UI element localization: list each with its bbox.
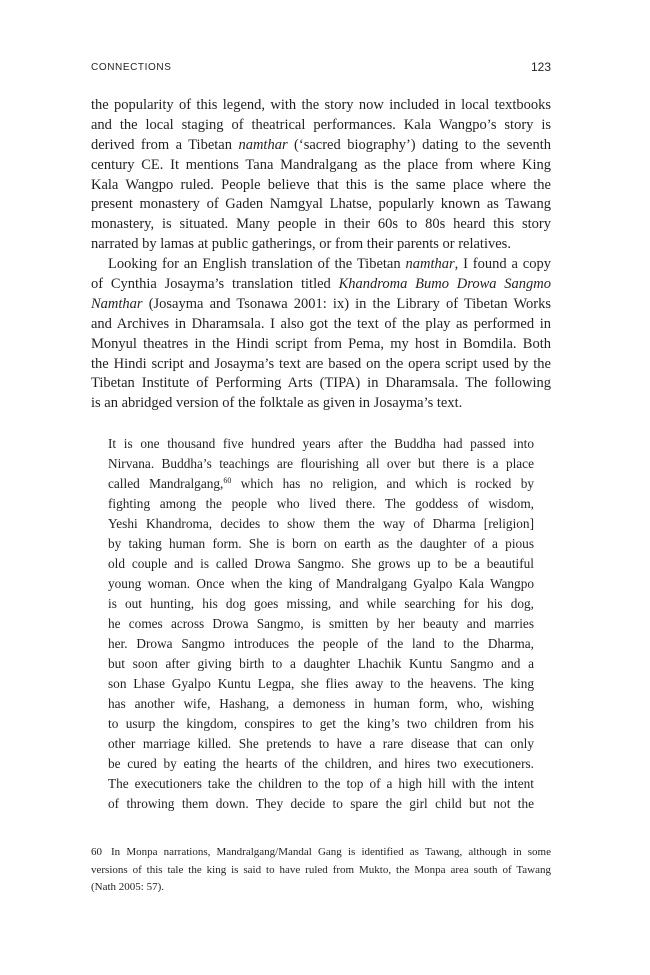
text-line: the Hindi script and Josayma’s text are based on the opera script used by the [91, 355, 551, 372]
text-line: is an abridged version of the folktale as given in Josayma’s text. [91, 395, 463, 412]
italic-title: Namthar [91, 295, 143, 312]
text-line: of Cynthia Josayma’s translation titled Khandroma Bumo Drowa Sangmo [91, 276, 552, 293]
text-line: young woman. Once when the king of Mandralgang Gyalpo Kala Wangpo [108, 576, 534, 591]
text-line: century CE. It mentions Tana Mandralgang as the place from where King [91, 156, 551, 173]
paragraph-1 [91, 96, 551, 255]
text-line: Yeshi Khandroma, decides to show them the way of Dharma [religion] [108, 516, 534, 531]
text-line: It is one thousand five hundred years after the Buddha had passed into [108, 436, 534, 451]
text-line: be cured by eating the hearts of the children, and hires two executioners. [108, 756, 534, 771]
footnote-reference[interactable]: 60 [223, 476, 232, 485]
text-line: derived from a Tibetan namthar (‘sacred biography’) dating to the seventh [91, 136, 551, 153]
text-line: but soon after giving birth to a daughter Lhachik Kuntu Sangmo and a [108, 656, 534, 671]
text-line: narrated by lamas at public gatherings, or from their parents or relatives. [91, 236, 511, 253]
footnote-number: 60 [91, 846, 102, 858]
text-line: The executioners take the children to the top of a high hill with the intent [108, 776, 534, 791]
paragraph-2 [91, 255, 551, 414]
text-line: Namthar (Josayma and Tsonawa 2001: ix) in the Library of Tibetan Works [91, 295, 551, 312]
text-line: called Mandralgang,$^{60}$ which has no religion, and which is rocked by [108, 476, 534, 491]
text-line: has another wife, Hashang, a demoness in human form, who, wishing [108, 696, 534, 711]
footnote-line: (Nath 2005: 57). [91, 881, 165, 893]
text-line: Looking for an English translation of the Tibetan namthar, I found a copy [108, 256, 551, 273]
running-head [91, 60, 551, 78]
italic-term: namthar [405, 256, 455, 273]
footnote-line: versions of this tale the king is said to have ruled from Mukto, the Monpa area south of Tawang [91, 863, 551, 876]
text-line: and Archives in Dharamsala. I also got the text of the play as performed in [91, 315, 551, 332]
running-head-section-title: CONNECTIONS [91, 62, 172, 73]
text-line: Monyul theatres in the Hindi script from Pema, my host in Bomdila. Both [91, 335, 551, 352]
block-quote [108, 434, 534, 814]
text-line: to usurp the kingdom, conspires to get the king’s two children from his [108, 716, 534, 731]
footnote-line: 60 In Monpa narrations, Mandralgang/Mandal Gang is identified as Tawang, although in some [91, 846, 551, 858]
page-number: 123 [530, 60, 551, 74]
text-line: other marriage killed. She pretends to have a rare disease that can only [108, 736, 534, 751]
text-line: Kala Wangpo ruled. People believe that this is the same place where the [91, 176, 551, 193]
text-line: and the local staging of theatrical performances. Kala Wangpo’s story is [91, 116, 551, 133]
text-line: the popularity of this legend, with the story now included in local textbooks [91, 97, 551, 113]
text-line: old couple and is called Drowa Sangmo. She grows up to be a beautiful [108, 556, 534, 571]
text-line: Tibetan Institute of Performing Arts (TIPA) in Dharamsala. The following [91, 375, 551, 392]
italic-term: namthar [238, 136, 288, 153]
body-text [91, 96, 551, 414]
text-line: Nirvana. Buddha’s teachings are flourishing all over but there is a place [108, 456, 534, 471]
text-line: is out hunting, his dog goes missing, and while searching for his dog, [108, 596, 534, 611]
text-line: present monastery of Gaden Namgyal Lhatse, popularly known as Tawang [91, 196, 551, 213]
italic-title: Khandroma Bumo Drowa Sangmo [338, 276, 552, 293]
text-line: son Lhase Gyalpo Kuntu Legpa, she flies away to the heavens. The king [108, 676, 534, 691]
text-line: fighting among the people who lived there. The goddess of wisdom, [108, 496, 534, 511]
footnote [91, 844, 551, 897]
text-line: by taking human form. She is born on earth as the daughter of a pious [108, 536, 534, 551]
text-line: of throwing them down. They decide to spare the girl child but not the [108, 796, 534, 811]
text-line: he comes across Drowa Sangmo, is smitten by her beauty and marries [108, 616, 534, 631]
text-line: monastery, is situated. Many people in their 60s to 80s heard this story [91, 216, 551, 233]
text-line: her. Drowa Sangmo introduces the people of the land to the Dharma, [108, 636, 534, 651]
